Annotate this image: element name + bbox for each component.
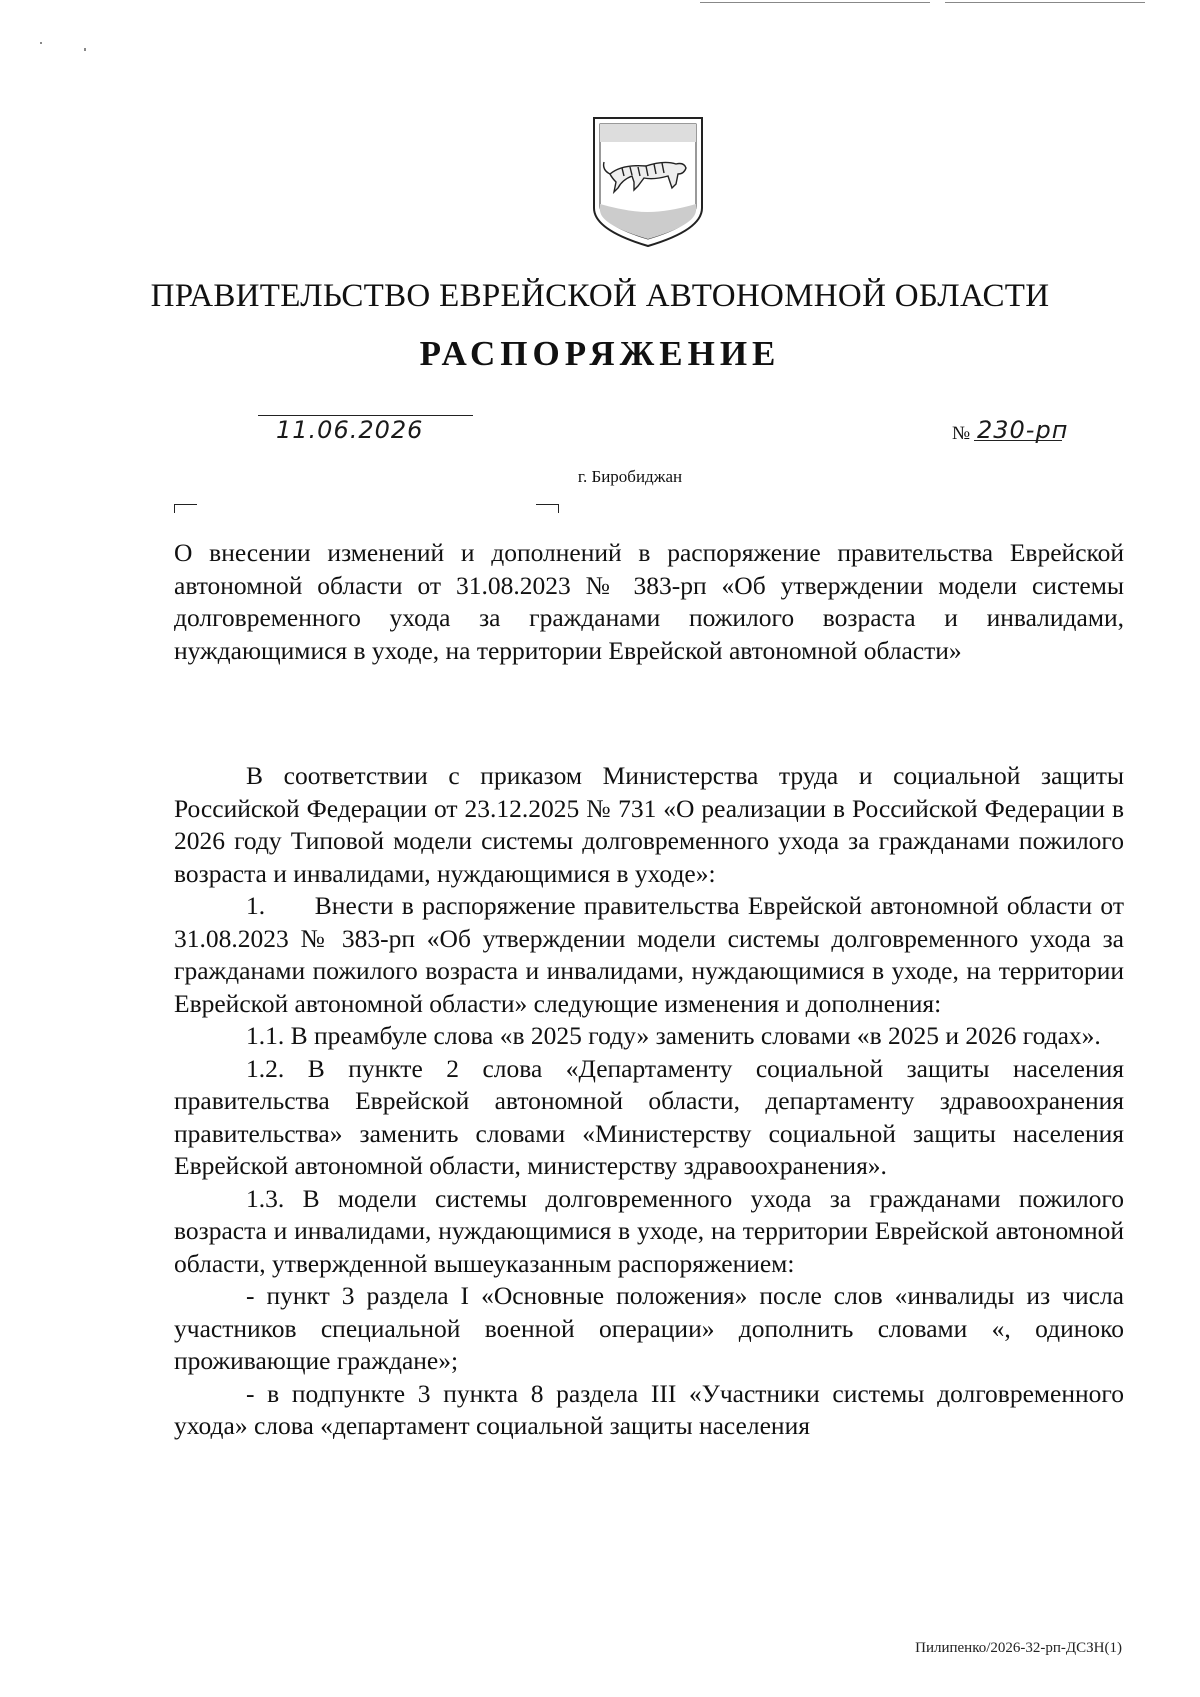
scan-mark: [40, 42, 42, 44]
number-label: №: [952, 423, 971, 444]
footer-reference: Пилипенко/2026-32-рп-ДСЗН(1): [915, 1640, 1122, 1656]
scan-mark: [945, 2, 1145, 3]
city-name: г. Биробиджан: [577, 467, 683, 486]
bullet-1-paragraph: - пункт 3 раздела I «Основные положения» после слов «инвалиды из числа участников специальной военной операции» дополнить словами «, одиноко проживающие граждане»;: [174, 1281, 1124, 1375]
scan-mark: [700, 2, 930, 3]
number-underline: [974, 440, 1062, 441]
coat-of-arms-tiger-icon: [588, 112, 708, 252]
document-body: [174, 760, 1131, 1443]
handwritten-number: 230-рп: [977, 416, 1069, 444]
document-type: РАСПОРЯЖЕНИЕ: [419, 334, 781, 373]
item-1-3-paragraph: 1.3. В модели системы долговременного ухода за гражданами пожилого возраста и инвалидами, нуждающимися в уходе, на территории Еврейской автономной области, утвержденной вышеуказанным распоряжением:: [174, 1183, 1124, 1278]
handwritten-date: 11.06.2026: [276, 416, 424, 444]
item-1-1-paragraph: 1.1. В преамбуле слова «в 2025 году» заменить словами «в 2025 и 2026 годах».: [246, 1021, 1101, 1050]
bullet-2-paragraph: - в подпункте 3 пункта 8 раздела III «Участники системы долговременного ухода» слова «департамент социальной защиты населения: [174, 1378, 1124, 1440]
preamble-paragraph: В соответствии с приказом Министерства труда и социальной защиты Российской Федерации от 23.12.2025 № 731 «О реализации в Российской Федерации в 2026 году Типовой модели системы долговременного ухода за гражданами пожилого возраста и инвалидами, нуждающимися в уходе»:: [174, 761, 1124, 888]
corner-mark-left: [174, 504, 197, 513]
document-subject: О внесении изменений и дополнений в распоряжение правительства Еврейской автономной области от 31.08.2023 № 383-рп «Об утверждении модели системы долговременного ухода за гражданами пожилого возраста и инвалидами, нуждающимися в уходе, на территории Еврейской автономной области»: [174, 538, 1124, 665]
item-1-2-paragraph: 1.2. В пункте 2 слова «Департаменту социальной защиты населения правительства Еврейской автономной области, департаменту здравоохранения правительства» заменить словами «Министерству социальной защиты населения Еврейской автономной области, министерству здравоохранения».: [174, 1053, 1124, 1180]
government-name: ПРАВИТЕЛЬСТВО ЕВРЕЙСКОЙ АВТОНОМНОЙ ОБЛАСТИ: [150, 278, 1050, 314]
date-underline: [258, 415, 473, 416]
item-1-paragraph: 1. Внести в распоряжение правительства Еврейской автономной области от 31.08.2023 № 383-рп «Об утверждении модели системы долговременного ухода за гражданами пожилого возраста и инвалидами, нуждающимися в уходе, на территории Еврейской автономной области» следующие изменения и дополнения:: [174, 891, 1131, 1018]
scan-mark: [84, 48, 86, 51]
corner-mark-right: [536, 504, 559, 513]
